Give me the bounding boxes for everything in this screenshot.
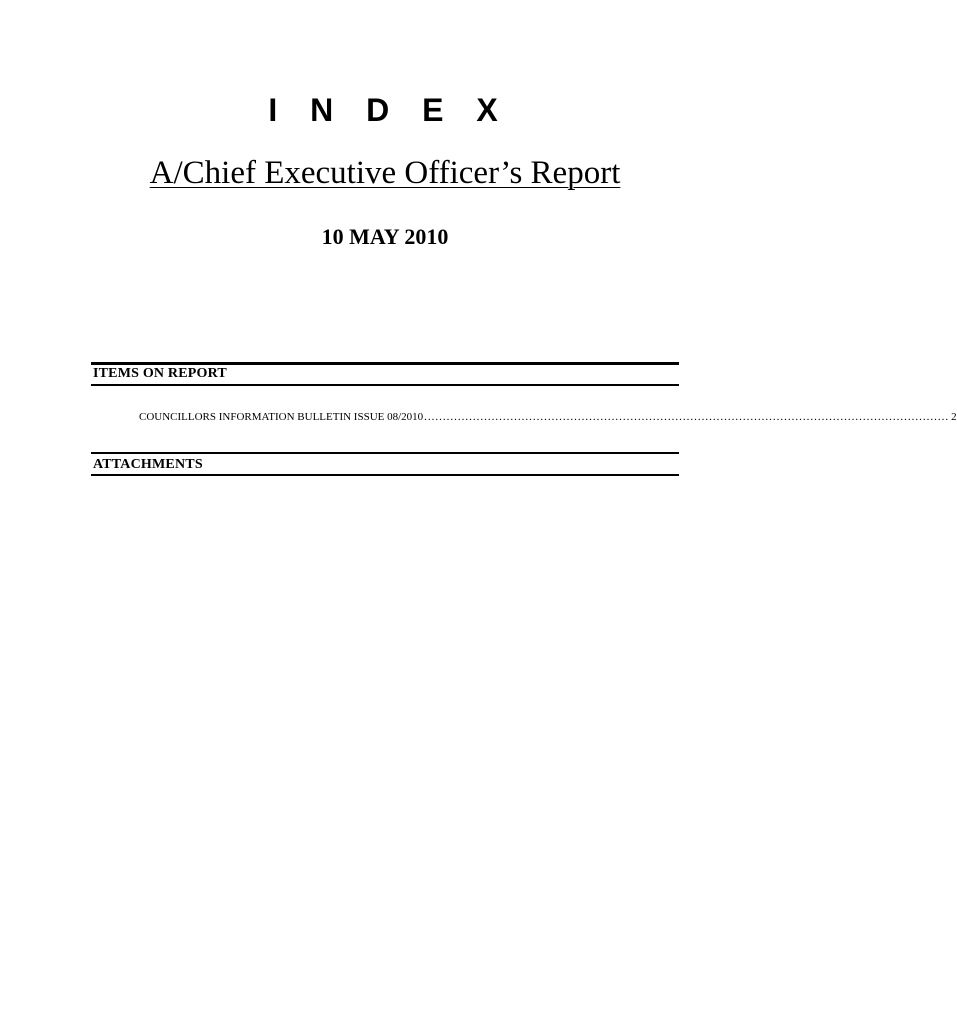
items-on-report-heading: ITEMS ON REPORT — [93, 366, 227, 381]
report-date: 10 MAY 2010 — [321, 224, 449, 249]
toc-leader-dots: ............................................................................................................................................ — [424, 411, 950, 423]
section-rule-top — [91, 362, 679, 365]
section-rule-bottom — [91, 384, 679, 386]
report-title: A/Chief Executive Officer’s Report — [149, 155, 621, 191]
toc-entry-page: 2 — [951, 411, 957, 423]
toc-entry-title: COUNCILLORS INFORMATION BULLETIN ISSUE 08/2010 — [139, 411, 424, 423]
attachments-heading: ATTACHMENTS — [93, 457, 203, 472]
section-rule-top — [91, 452, 679, 454]
section-rule-bottom — [91, 474, 679, 476]
report-title-container — [0, 155, 770, 192]
toc-entry[interactable] — [139, 411, 957, 423]
index-title: I N D E X — [268, 92, 510, 128]
